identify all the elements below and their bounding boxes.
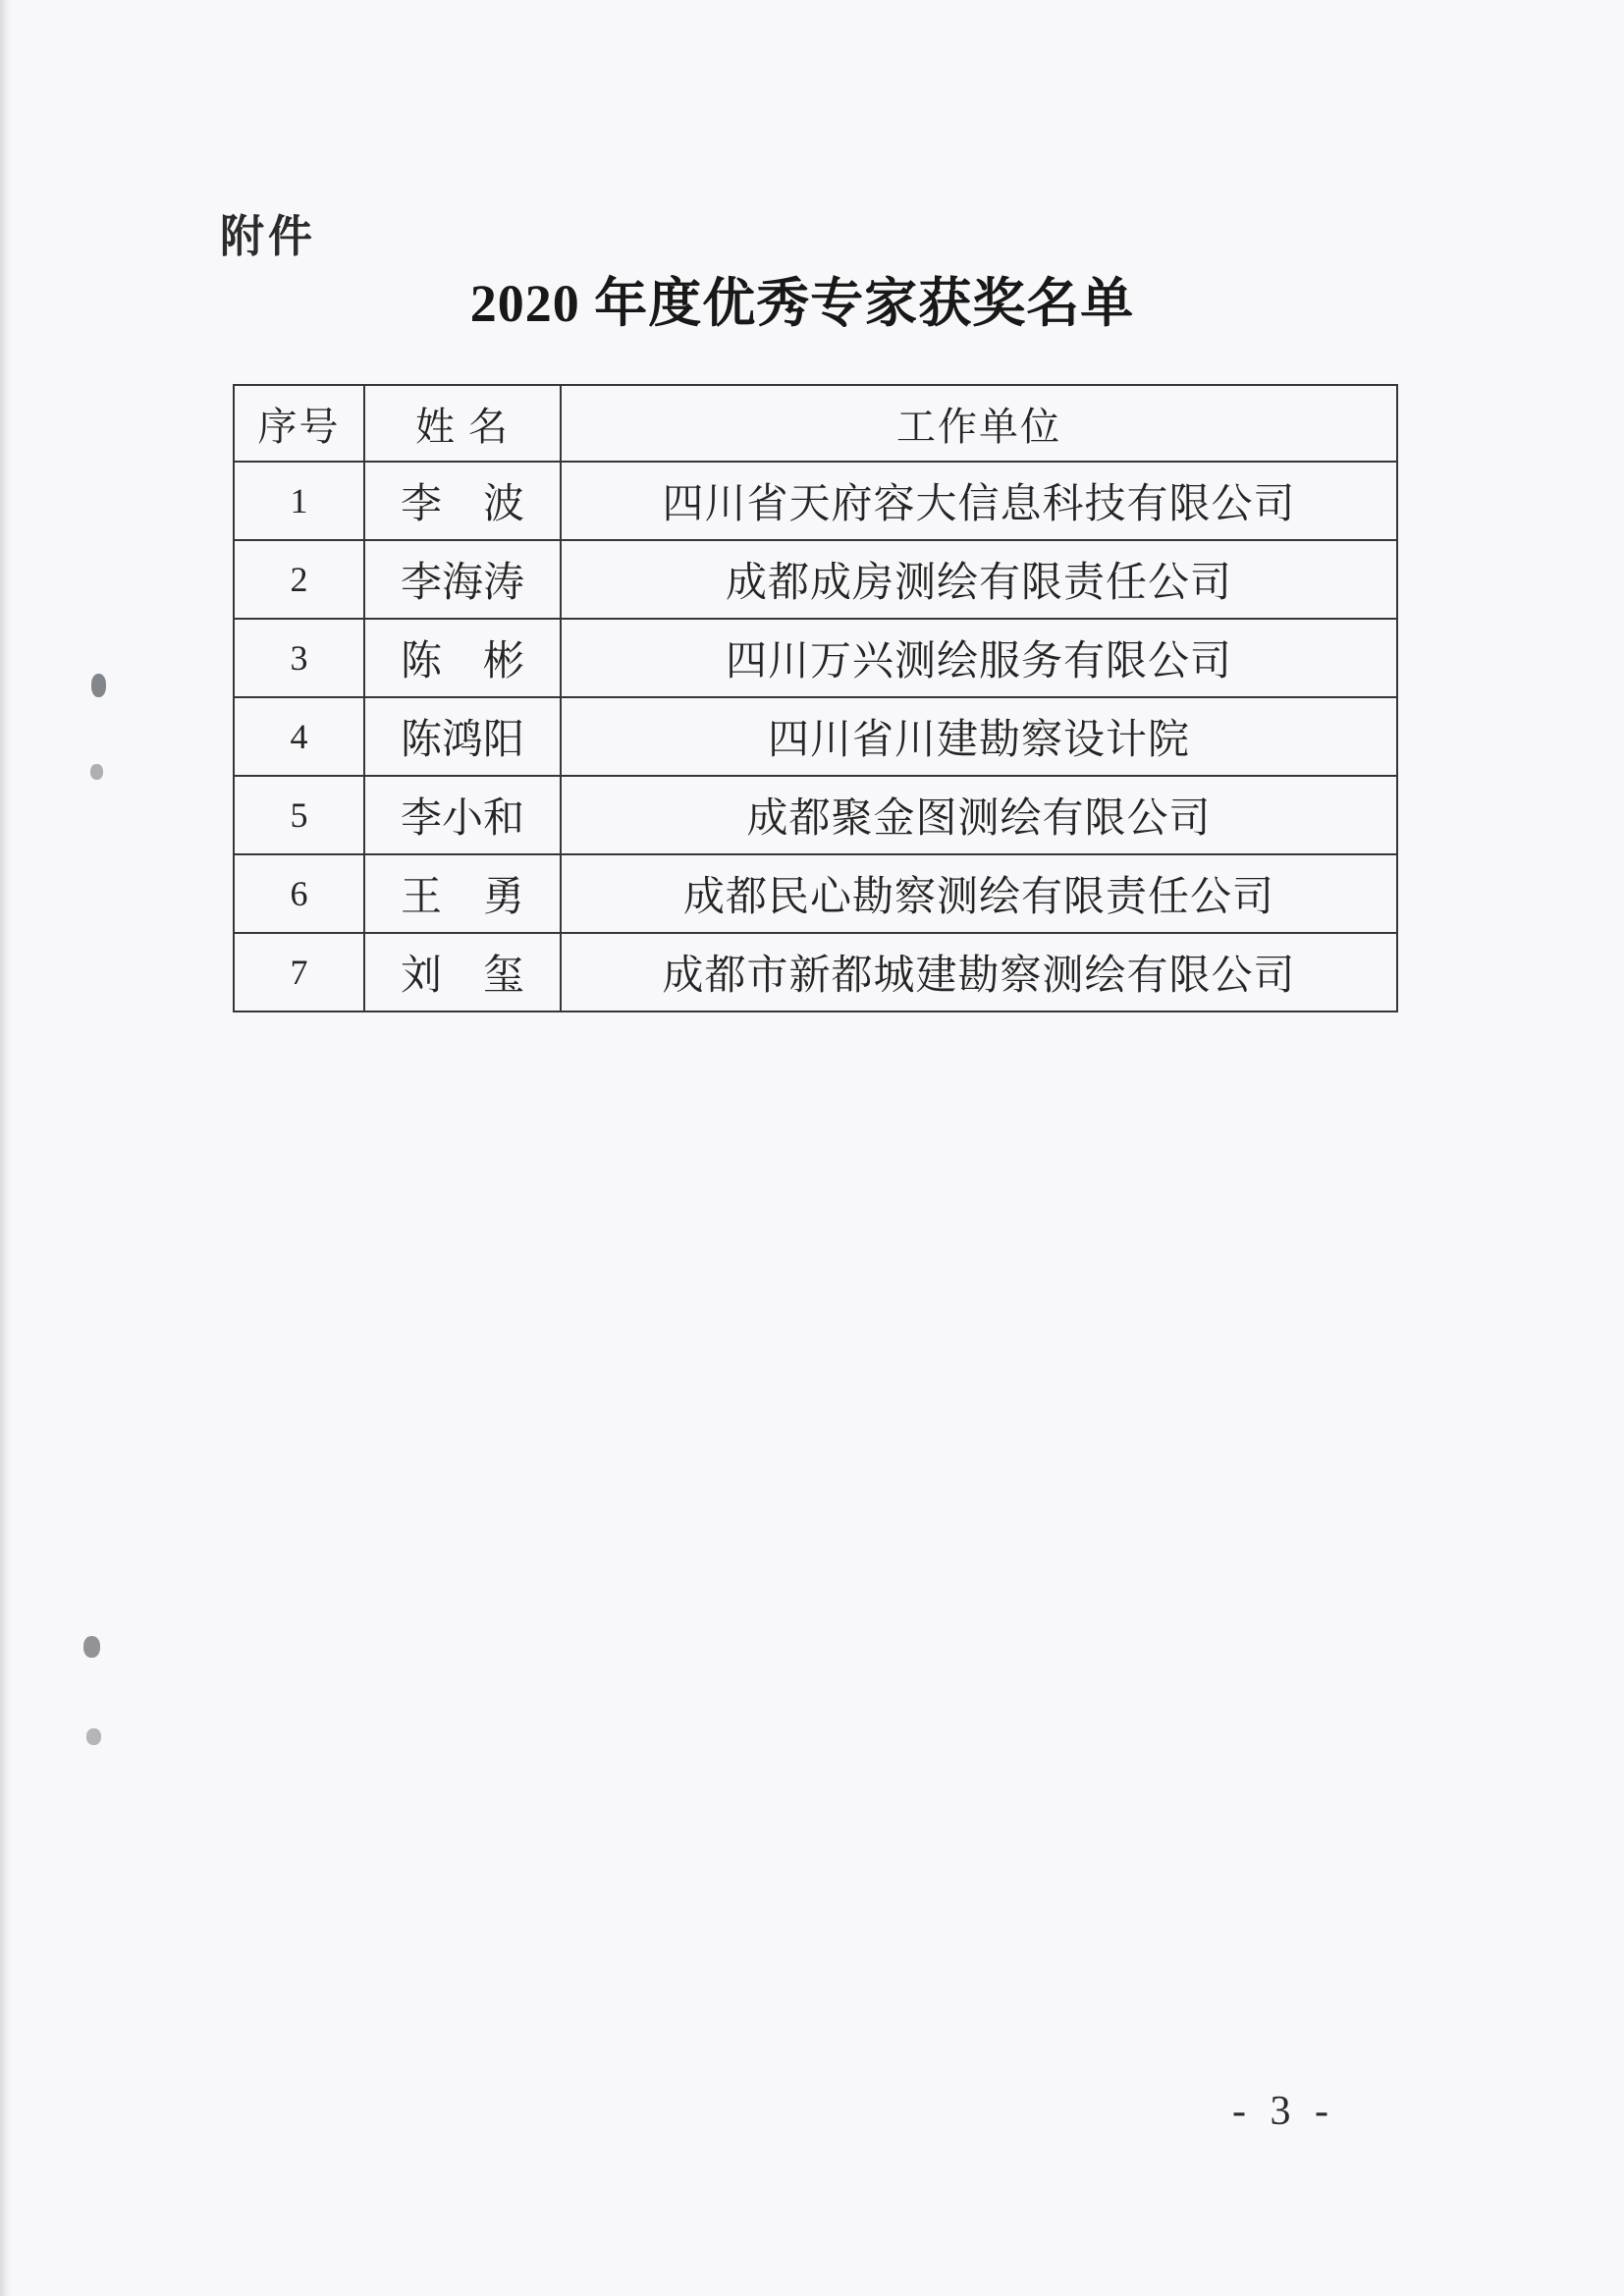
attachment-label: 附件: [220, 211, 317, 261]
scan-smudge: [83, 1636, 100, 1658]
scan-smudge: [86, 1728, 101, 1745]
row-index-cell: 7: [234, 933, 364, 1011]
row-index-cell: 1: [234, 462, 364, 540]
winner-name-cell: 李 波: [364, 462, 561, 540]
table-header-row: [234, 385, 1397, 462]
row-index-cell: 4: [234, 697, 364, 776]
table-row: [234, 933, 1397, 1011]
page-number: - 3 -: [1232, 2089, 1328, 2134]
winner-name-cell: 王 勇: [364, 854, 561, 933]
row-index-cell: 6: [234, 854, 364, 933]
table-row: [234, 619, 1397, 697]
table-row: [234, 462, 1397, 540]
winner-name-cell: 李海涛: [364, 540, 561, 619]
work-unit-cell: 成都民心勘察测绘有限责任公司: [561, 854, 1397, 933]
row-index-cell: 3: [234, 619, 364, 697]
award-winners-table: [233, 384, 1398, 1012]
column-header-index: 序号: [234, 385, 364, 462]
work-unit-cell: 成都成房测绘有限责任公司: [561, 540, 1397, 619]
table-row: [234, 854, 1397, 933]
scan-smudge: [91, 674, 106, 697]
table-row: [234, 540, 1397, 619]
column-header-unit: 工作单位: [561, 385, 1397, 462]
work-unit-cell: 成都聚金图测绘有限公司: [561, 776, 1397, 854]
winner-name-cell: 陈鸿阳: [364, 697, 561, 776]
work-unit-cell: 四川省天府容大信息科技有限公司: [561, 462, 1397, 540]
row-index-cell: 2: [234, 540, 364, 619]
winner-name-cell: 陈 彬: [364, 619, 561, 697]
winner-name-cell: 刘 玺: [364, 933, 561, 1011]
page-title: 2020 年度优秀专家获奖名单: [469, 274, 1135, 333]
winner-name-cell: 李小和: [364, 776, 561, 854]
row-index-cell: 5: [234, 776, 364, 854]
table-row: [234, 697, 1397, 776]
work-unit-cell: 成都市新都城建勘察测绘有限公司: [561, 933, 1397, 1011]
column-header-name: 姓 名: [364, 385, 561, 462]
scan-edge-shadow: [0, 0, 12, 2296]
scan-smudge: [90, 764, 103, 780]
table-row: [234, 776, 1397, 854]
work-unit-cell: 四川万兴测绘服务有限公司: [561, 619, 1397, 697]
work-unit-cell: 四川省川建勘察设计院: [561, 697, 1397, 776]
